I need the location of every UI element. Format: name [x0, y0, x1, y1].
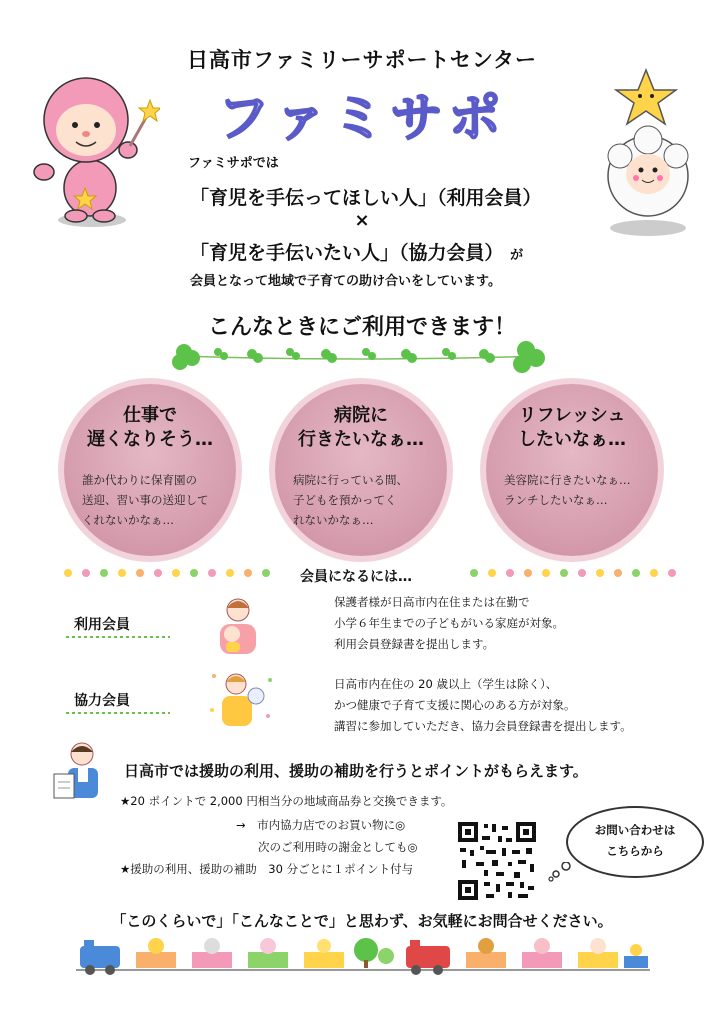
points-fee: 次のご利用時の謝金としても◎: [258, 840, 418, 854]
dotted-underline-icon: [66, 710, 170, 716]
use-case-bubble-work: [64, 384, 236, 556]
user-member-line: 利用会員登録書を提出します。: [334, 637, 495, 651]
footer-message: 「このくらいで」「こんなことで」と思わず、お気軽にお問合せください。: [111, 912, 613, 930]
supporter-baby-illustration-icon: [206, 666, 280, 738]
intro-user-member: 「育児を手伝ってほしい人」（利用会員）: [190, 187, 542, 209]
user-member-line: 小学６年生までの子どもがいる家庭が対象。: [334, 616, 564, 630]
bubble-text-line1: 美容院に行きたいなぁ…: [504, 473, 631, 487]
logo-text: ファミサポ: [217, 89, 507, 149]
bubble-text-line2: ランチしたいなぁ…: [504, 493, 608, 507]
bubble-text-line3: くれないかなぁ…: [82, 513, 174, 527]
bubble-title-line1: 仕事で: [123, 405, 177, 426]
contact-line2: こちらから: [606, 844, 664, 858]
membership-title: 会員になるには…: [300, 569, 412, 585]
points-shopping: → 市内協力店でのお買い物に◎: [236, 818, 406, 832]
bubble-title-line2: したいなぁ…: [518, 429, 626, 450]
qr-code-icon[interactable]: [456, 820, 538, 902]
animal-train-icon: [76, 936, 650, 976]
bubble-text-line3: れないかなぁ…: [293, 513, 374, 527]
org-name: 日高市ファミリーサポートセンター: [186, 48, 538, 72]
supporter-member-requirements: [334, 674, 632, 737]
speech-tail-icon: [548, 862, 572, 882]
intro-cross: ×: [354, 210, 370, 231]
supporter-member-line: 日高市内在住の 20 歳以上（学生は除く）、: [334, 677, 558, 691]
supporter-member-line: かつ健康で子育て支援に関心のある方が対象。: [334, 698, 576, 712]
user-member-label: 利用会員: [74, 617, 130, 633]
supporter-member-label: 協力会員: [74, 693, 130, 709]
bubble-title-line2: 遅くなりそう…: [87, 429, 213, 450]
contact-line1: お問い合わせは: [594, 823, 676, 837]
intro-description: 会員となって地域で子育ての助け合いをしています。: [190, 274, 501, 289]
supporter-member-line: 講習に参加していただき、協力会員登録書を提出します。: [334, 719, 632, 733]
dotted-underline-icon: [66, 634, 170, 640]
intro-supporter-text: 「育児を手伝いたい人」（協力会員）: [190, 242, 504, 264]
bubble-text-line2: 子どもを預かってく: [293, 493, 397, 507]
bubble-title-line2: 行きたいなぁ…: [298, 429, 424, 450]
user-member-requirements: [334, 592, 564, 655]
points-rule: ★援助の利用、援助の補助 30 分ごとに１ポイント付与: [120, 862, 414, 876]
points-exchange: ★20 ポイントで 2,000 円相当分の地域商品券と交換できます。: [120, 794, 453, 808]
flower-border-right-icon: [466, 566, 686, 580]
bubble-title-line1: 病院に: [334, 405, 388, 426]
intro-lead: ファミサポでは: [188, 156, 279, 171]
bubble-title-line1: リフレッシュ: [518, 405, 626, 426]
use-case-title: こんなときにご利用できます！: [207, 315, 516, 340]
bubble-text-line2: 送迎、習い事の送迎して: [82, 493, 209, 507]
bubble-text-line1: 誰か代わりに保育園の: [82, 473, 197, 487]
intro-supporter-member: [190, 238, 523, 265]
user-member-line: 保護者様が日高市内在住または在勤で: [334, 595, 530, 609]
clover-garland-icon: [170, 338, 550, 374]
parent-child-illustration-icon: [206, 594, 270, 658]
flower-border-left-icon: [60, 566, 280, 580]
contact-speech-bubble: [566, 806, 704, 878]
staff-with-clipboard-icon: [52, 740, 118, 802]
points-title: 日高市では援助の利用、援助の補助を行うとポイントがもらえます。: [124, 762, 588, 780]
use-case-bubble-refresh: [486, 384, 658, 556]
use-case-bubble-hospital: [275, 384, 447, 556]
pink-mascot-icon: [30, 70, 160, 230]
intro-supporter-suffix: が: [510, 248, 524, 263]
bubble-text-line1: 病院に行っている間、: [293, 473, 408, 487]
